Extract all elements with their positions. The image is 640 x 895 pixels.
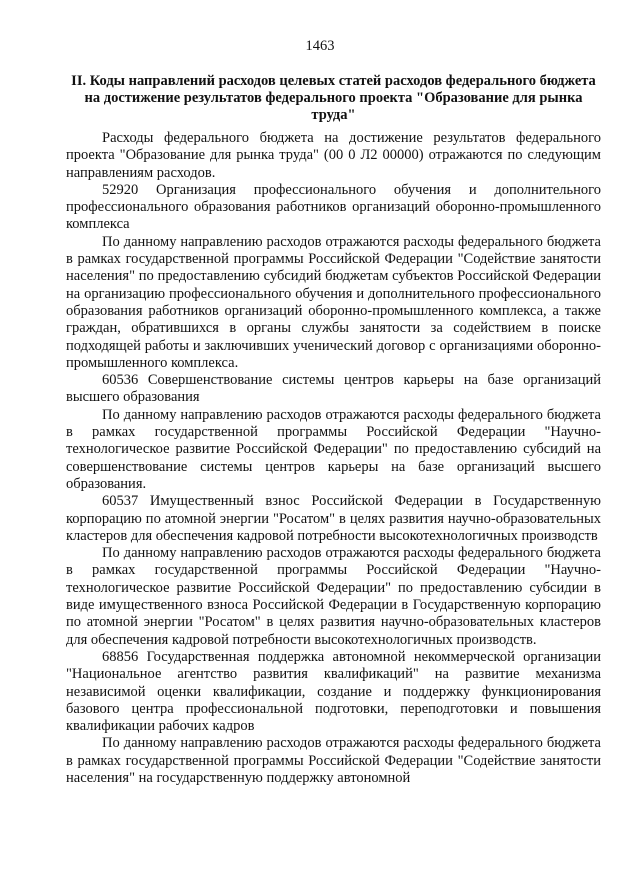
- paragraph-code-68856: 68856 Государственная поддержка автономной некоммерческой организации "Национальное агентство развития квалификаций" на развитие механизма независимой оценки квалификации, создание и поддержку функционирования базового центра профессиональной подготовки, переподготовки и повышения квалификации рабочих кадров: [66, 648, 601, 735]
- page-number: 1463: [305, 38, 335, 54]
- paragraph-code-60536: 60536 Совершенствование системы центров карьеры на базе организаций высшего образования: [66, 372, 601, 406]
- section-heading: II. Коды направлений расходов целевых статей расходов федерального бюджета на достижение результатов федерального проекта "Образование для рынка труда": [71, 73, 596, 123]
- paragraph-code-52920: 52920 Организация профессионального обучения и дополнительного профессионального образования работников организаций оборонно-промышленного комплекса: [66, 181, 601, 233]
- document-body: [66, 130, 601, 787]
- paragraph-68856-description: По данному направлению расходов отражаются расходы федерального бюджета в рамках государственной программы Российской Федерации "Содействие занятости населения" на государственную поддержку автономной: [66, 735, 601, 786]
- paragraph-52920-description: По данному направлению расходов отражаются расходы федерального бюджета в рамках государственной программы Российской Федерации "Содействие занятости населения" по предоставлению субсидий бюджетам субъектов Российской Федерации на организацию профессионального обучения и дополнительного профессионального образования работников организаций оборонно-промышленного комплекса, а также граждан, обратившихся в органы службы занятости за содействием в поиске подходящей работы и заключивших ученический договор с организациями оборонно-промышленного комплекса.: [66, 233, 601, 371]
- paragraph-60536-description: По данному направлению расходов отражаются расходы федерального бюджета в рамках государственной программы Российской Федерации "Научно-технологическое развитие Российской Федерации" по предоставлению субсидий на совершенствование системы центров карьеры на базе организаций высшего образования.: [66, 406, 601, 492]
- paragraph-intro: Расходы федерального бюджета на достижение результатов федерального проекта "Образование для рынка труда" (00 0 Л2 00000) отражаются по следующим направлениям расходов.: [66, 130, 601, 181]
- paragraph-60537-description: По данному направлению расходов отражаются расходы федерального бюджета в рамках государственной программы Российской Федерации "Научно-технологическое развитие Российской Федерации" по предоставлению субсидии в виде имущественного взноса Российской Федерации в Государственную корпорацию по атомной энергии "Росатом" в целях развития научно-образовательных кластеров для обеспечения кадровой потребности высокотехнологичных производств.: [66, 545, 601, 648]
- paragraph-code-60537: 60537 Имущественный взнос Российской Федерации в Государственную корпорацию по атомной энергии "Росатом" в целях развития научно-образовательных кластеров для обеспечения кадровой потребности высокотехнологичных производств: [66, 493, 601, 544]
